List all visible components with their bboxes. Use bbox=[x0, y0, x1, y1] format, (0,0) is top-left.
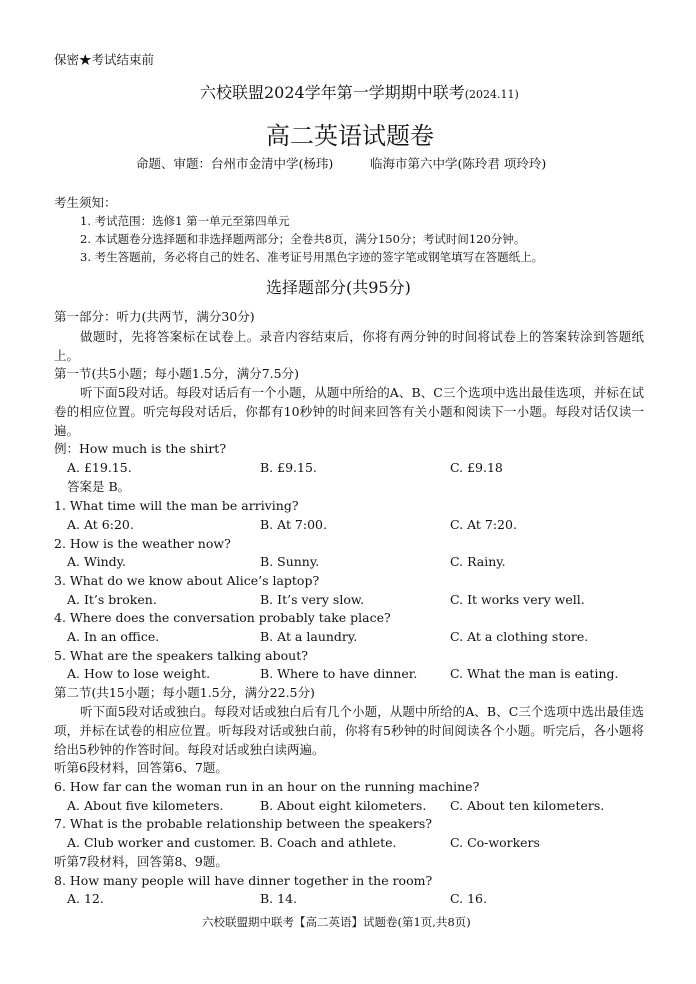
option-1c: C. At 7:20. bbox=[450, 517, 517, 532]
option-5a: A. How to lose weight. bbox=[67, 666, 211, 681]
material-7-note: 听第7段材料，回答第8、9题。 bbox=[54, 854, 228, 869]
option-5c: C. What the man is eating. bbox=[450, 666, 619, 681]
sec1-heading: 第一节(共5小题；每小题1.5分，满分7.5分) bbox=[54, 366, 299, 381]
exam-title bbox=[200, 80, 519, 103]
option-8b: B. 14. bbox=[260, 891, 298, 906]
option-6a: A. About five kilometers. bbox=[67, 798, 224, 813]
option-6c: C. About ten kilometers. bbox=[450, 798, 605, 813]
notice-item: 1. 考试范围：选修1 第一单元至第四单元 bbox=[80, 214, 290, 228]
option-4c: C. At a clothing store. bbox=[450, 629, 589, 644]
page-footer: 六校联盟期中联考【高二英语】试题卷(第1页,共8页) bbox=[202, 915, 471, 929]
option-7c: C. Co-workers bbox=[450, 835, 540, 850]
notice-heading: 考生须知： bbox=[54, 195, 117, 210]
question-4: 4. Where does the conversation probably take place? bbox=[54, 610, 391, 625]
option-6b: B. About eight kilometers. bbox=[260, 798, 427, 813]
sec1-intro: 听下面5段对话。每段对话后有一个小题，从题中所给的A、B、C三个选项中选出最佳选项，并标在试卷的相应位置。听完每段对话后，你都有10秒钟的时间来回答有关小题和阅读下一小题。每段对话仅读一遍。 bbox=[54, 385, 644, 438]
option-3c: C. It works very well. bbox=[450, 592, 585, 607]
part1-intro: 做题时，先将答案标在试卷上。录音内容结束后，你将有两分钟的时间将试卷上的答案转涂到答题纸上。 bbox=[54, 329, 644, 363]
question-8: 8. How many people will have dinner together in the room? bbox=[54, 873, 433, 888]
question-3: 3. What do we know about Alice’s laptop? bbox=[54, 573, 320, 588]
option-7b: B. Coach and athlete. bbox=[260, 835, 397, 850]
part1-heading: 第一部分：听力(共两节，满分30分) bbox=[54, 309, 255, 324]
question-6: 6. How far can the woman run in an hour on the running machine? bbox=[54, 779, 480, 794]
option-2c: C. Rainy. bbox=[450, 554, 506, 569]
question-7: 7. What is the probable relationship between the speakers? bbox=[54, 816, 432, 831]
example-answer: 答案是 B。 bbox=[67, 479, 131, 494]
option-8a: A. 12. bbox=[67, 891, 104, 906]
question-5: 5. What are the speakers talking about? bbox=[54, 648, 308, 663]
material-6-note: 听第6段材料，回答第6、7题。 bbox=[54, 760, 228, 775]
option-1b: B. At 7:00. bbox=[260, 517, 327, 532]
option-7a: A. Club worker and customer. bbox=[67, 835, 257, 850]
option-2b: B. Sunny. bbox=[260, 554, 320, 569]
notice-item: 3. 考生答题前，务必将自己的姓名、准考证号用黑色字迹的签字笔或钢笔填写在答题纸上。 bbox=[80, 250, 544, 264]
example-question: 例：How much is the shirt? bbox=[54, 441, 227, 456]
notice-item: 2. 本试题卷分选择题和非选择题两部分；全卷共8页，满分150分；考试时间120分钟。 bbox=[80, 232, 526, 246]
sec2-intro: 听下面5段对话或独白。每段对话或独白后有几个小题，从题中所给的A、B、C三个选项中选出最佳选项，并标在试卷的相应位置。听每段对话或独白前，你将有5秒钟的时间阅读各个小题。听完后，各小题将给出5秒钟的作答时间。每段对话或独白读两遍。 bbox=[54, 704, 644, 757]
question-1: 1. What time will the man be arriving? bbox=[54, 498, 299, 513]
option-2a: A. Windy. bbox=[67, 554, 127, 569]
authors-a: 命题、审题：台州市金清中学(杨玮) bbox=[136, 156, 334, 171]
option-3b: B. It’s very slow. bbox=[260, 592, 365, 607]
option-4a: A. In an office. bbox=[67, 629, 160, 644]
option-3a: A. It’s broken. bbox=[67, 592, 157, 607]
exam-title-text: 六校联盟2024学年第一学期期中联考 bbox=[200, 83, 465, 102]
example-option-a: A. £19.15. bbox=[67, 460, 132, 475]
sec2-heading: 第二节(共15小题；每小题1.5分，满分22.5分) bbox=[54, 685, 315, 700]
example-option-b: B. £9.15. bbox=[260, 460, 317, 475]
section-title: 选择题部分(共95分) bbox=[266, 278, 411, 297]
option-8c: C. 16. bbox=[450, 891, 487, 906]
page-title: 高二英语试题卷 bbox=[266, 122, 434, 150]
example-option-c: C. £9.18 bbox=[450, 460, 503, 475]
exam-date: (2024.11) bbox=[464, 88, 519, 101]
option-5b: B. Where to have dinner. bbox=[260, 666, 418, 681]
question-2: 2. How is the weather now? bbox=[54, 536, 231, 551]
option-4b: B. At a laundry. bbox=[260, 629, 358, 644]
authors-b: 临海市第六中学(陈玲君 项玲玲) bbox=[370, 156, 547, 171]
confidential-mark: 保密★考试结束前 bbox=[54, 52, 155, 67]
option-1a: A. At 6:20. bbox=[67, 517, 134, 532]
